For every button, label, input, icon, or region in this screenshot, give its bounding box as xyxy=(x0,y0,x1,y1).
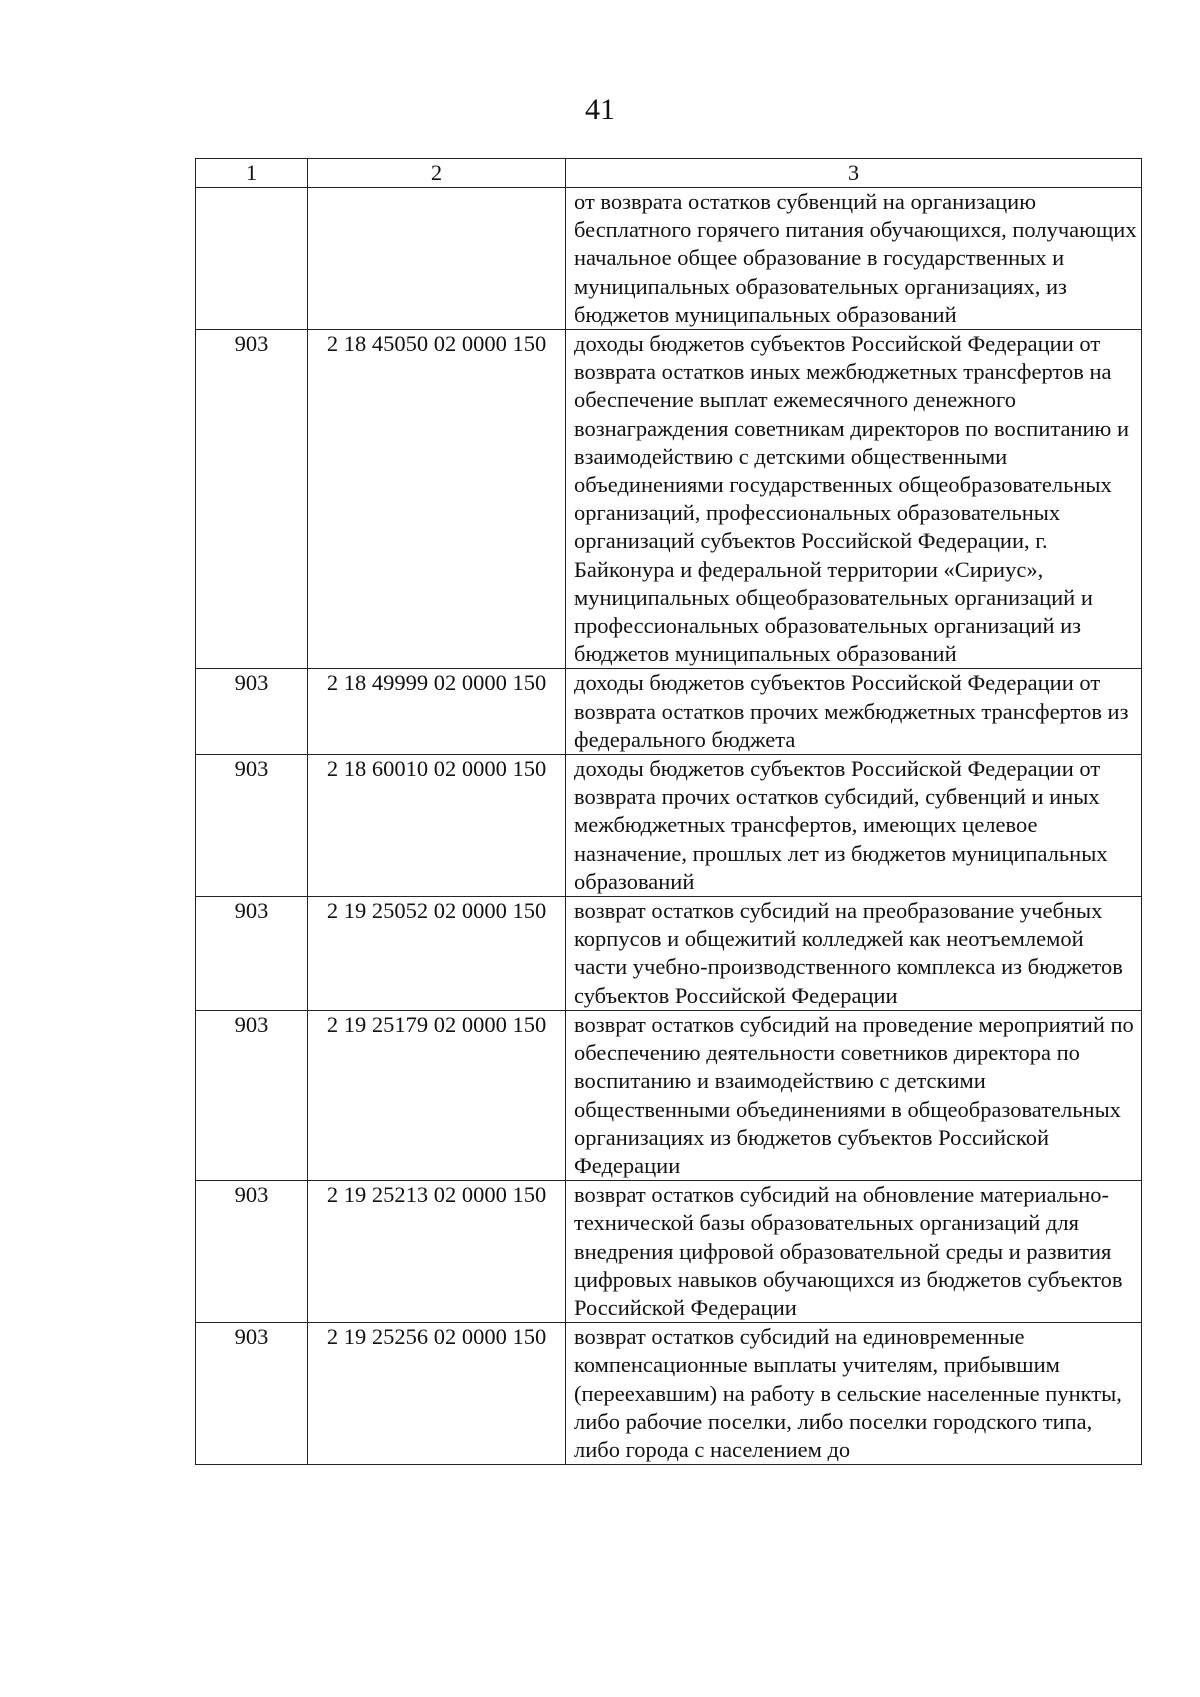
admin-code-cell xyxy=(196,188,308,330)
table-row xyxy=(196,188,1142,330)
page-number: 41 xyxy=(585,93,615,126)
revenue-code-cell: 2 19 25256 02 0000 150 xyxy=(308,1323,566,1465)
revenue-code-cell: 2 18 45050 02 0000 150 xyxy=(308,330,566,669)
admin-code-cell: 903 xyxy=(196,1323,308,1465)
table-row xyxy=(196,897,1142,1011)
column-header-1: 1 xyxy=(196,159,308,188)
table-row xyxy=(196,1323,1142,1465)
budget-code-table xyxy=(195,158,1142,1465)
revenue-code-cell: 2 18 49999 02 0000 150 xyxy=(308,669,566,755)
description-cell: возврат остатков субсидий на единовременные компенсационные выплаты учителям, прибывшим (переехавшим) на работу в сельские населенные пункты, либо рабочие поселки, либо поселки городского типа, либо города с населением до xyxy=(566,1323,1142,1465)
description-cell: возврат остатков субсидий на преобразование учебных корпусов и общежитий колледжей как неотъемлемой части учебно-производственного комплекса из бюджетов субъектов Российской Федерации xyxy=(566,897,1142,1011)
table-row xyxy=(196,1010,1142,1180)
admin-code-cell: 903 xyxy=(196,755,308,897)
table-row xyxy=(196,755,1142,897)
admin-code-cell: 903 xyxy=(196,330,308,669)
description-cell: доходы бюджетов субъектов Российской Федерации от возврата остатков прочих межбюджетных трансфертов из федерального бюджета xyxy=(566,669,1142,755)
revenue-code-cell: 2 19 25179 02 0000 150 xyxy=(308,1010,566,1180)
description-cell: доходы бюджетов субъектов Российской Федерации от возврата прочих остатков субсидий, субвенций и иных межбюджетных трансфертов, имеющих целевое назначение, прошлых лет из бюджетов муниципальных образований xyxy=(566,755,1142,897)
revenue-code-cell xyxy=(308,188,566,330)
admin-code-cell: 903 xyxy=(196,669,308,755)
admin-code-cell: 903 xyxy=(196,1181,308,1323)
revenue-code-cell: 2 18 60010 02 0000 150 xyxy=(308,755,566,897)
admin-code-cell: 903 xyxy=(196,897,308,1011)
description-cell: возврат остатков субсидий на обновление материально-технической базы образовательных организаций для внедрения цифровой образовательной среды и развития цифровых навыков обучающихся из бюджетов субъектов Российской Федерации xyxy=(566,1181,1142,1323)
table-row xyxy=(196,330,1142,669)
revenue-code-cell: 2 19 25213 02 0000 150 xyxy=(308,1181,566,1323)
column-header-2: 2 xyxy=(308,159,566,188)
table-row xyxy=(196,1181,1142,1323)
description-cell: доходы бюджетов субъектов Российской Федерации от возврата остатков иных межбюджетных трансфертов на обеспечение выплат ежемесячного денежного вознаграждения советникам директоров по воспитанию и взаимодействию с детскими общественными объединениями государственных общеобразовательных организаций, профессиональных образовательных организаций субъектов Российской Федерации, г. Байконура и федеральной территории «Сириус», муниципальных общеобразовательных организаций и профессиональных образовательных организаций из бюджетов муниципальных образований xyxy=(566,330,1142,669)
table-row xyxy=(196,669,1142,755)
table-header-row xyxy=(196,159,1142,188)
description-cell: возврат остатков субсидий на проведение мероприятий по обеспечению деятельности советников директора по воспитанию и взаимодействию с детскими общественными объединениями в общеобразовательных организациях из бюджетов субъектов Российской Федерации xyxy=(566,1010,1142,1180)
revenue-code-cell: 2 19 25052 02 0000 150 xyxy=(308,897,566,1011)
description-cell: от возврата остатков субвенций на организацию бесплатного горячего питания обучающихся, получающих начальное общее образование в государственных и муниципальных образовательных организациях, из бюджетов муниципальных образований xyxy=(566,188,1142,330)
column-header-3: 3 xyxy=(566,159,1142,188)
admin-code-cell: 903 xyxy=(196,1010,308,1180)
